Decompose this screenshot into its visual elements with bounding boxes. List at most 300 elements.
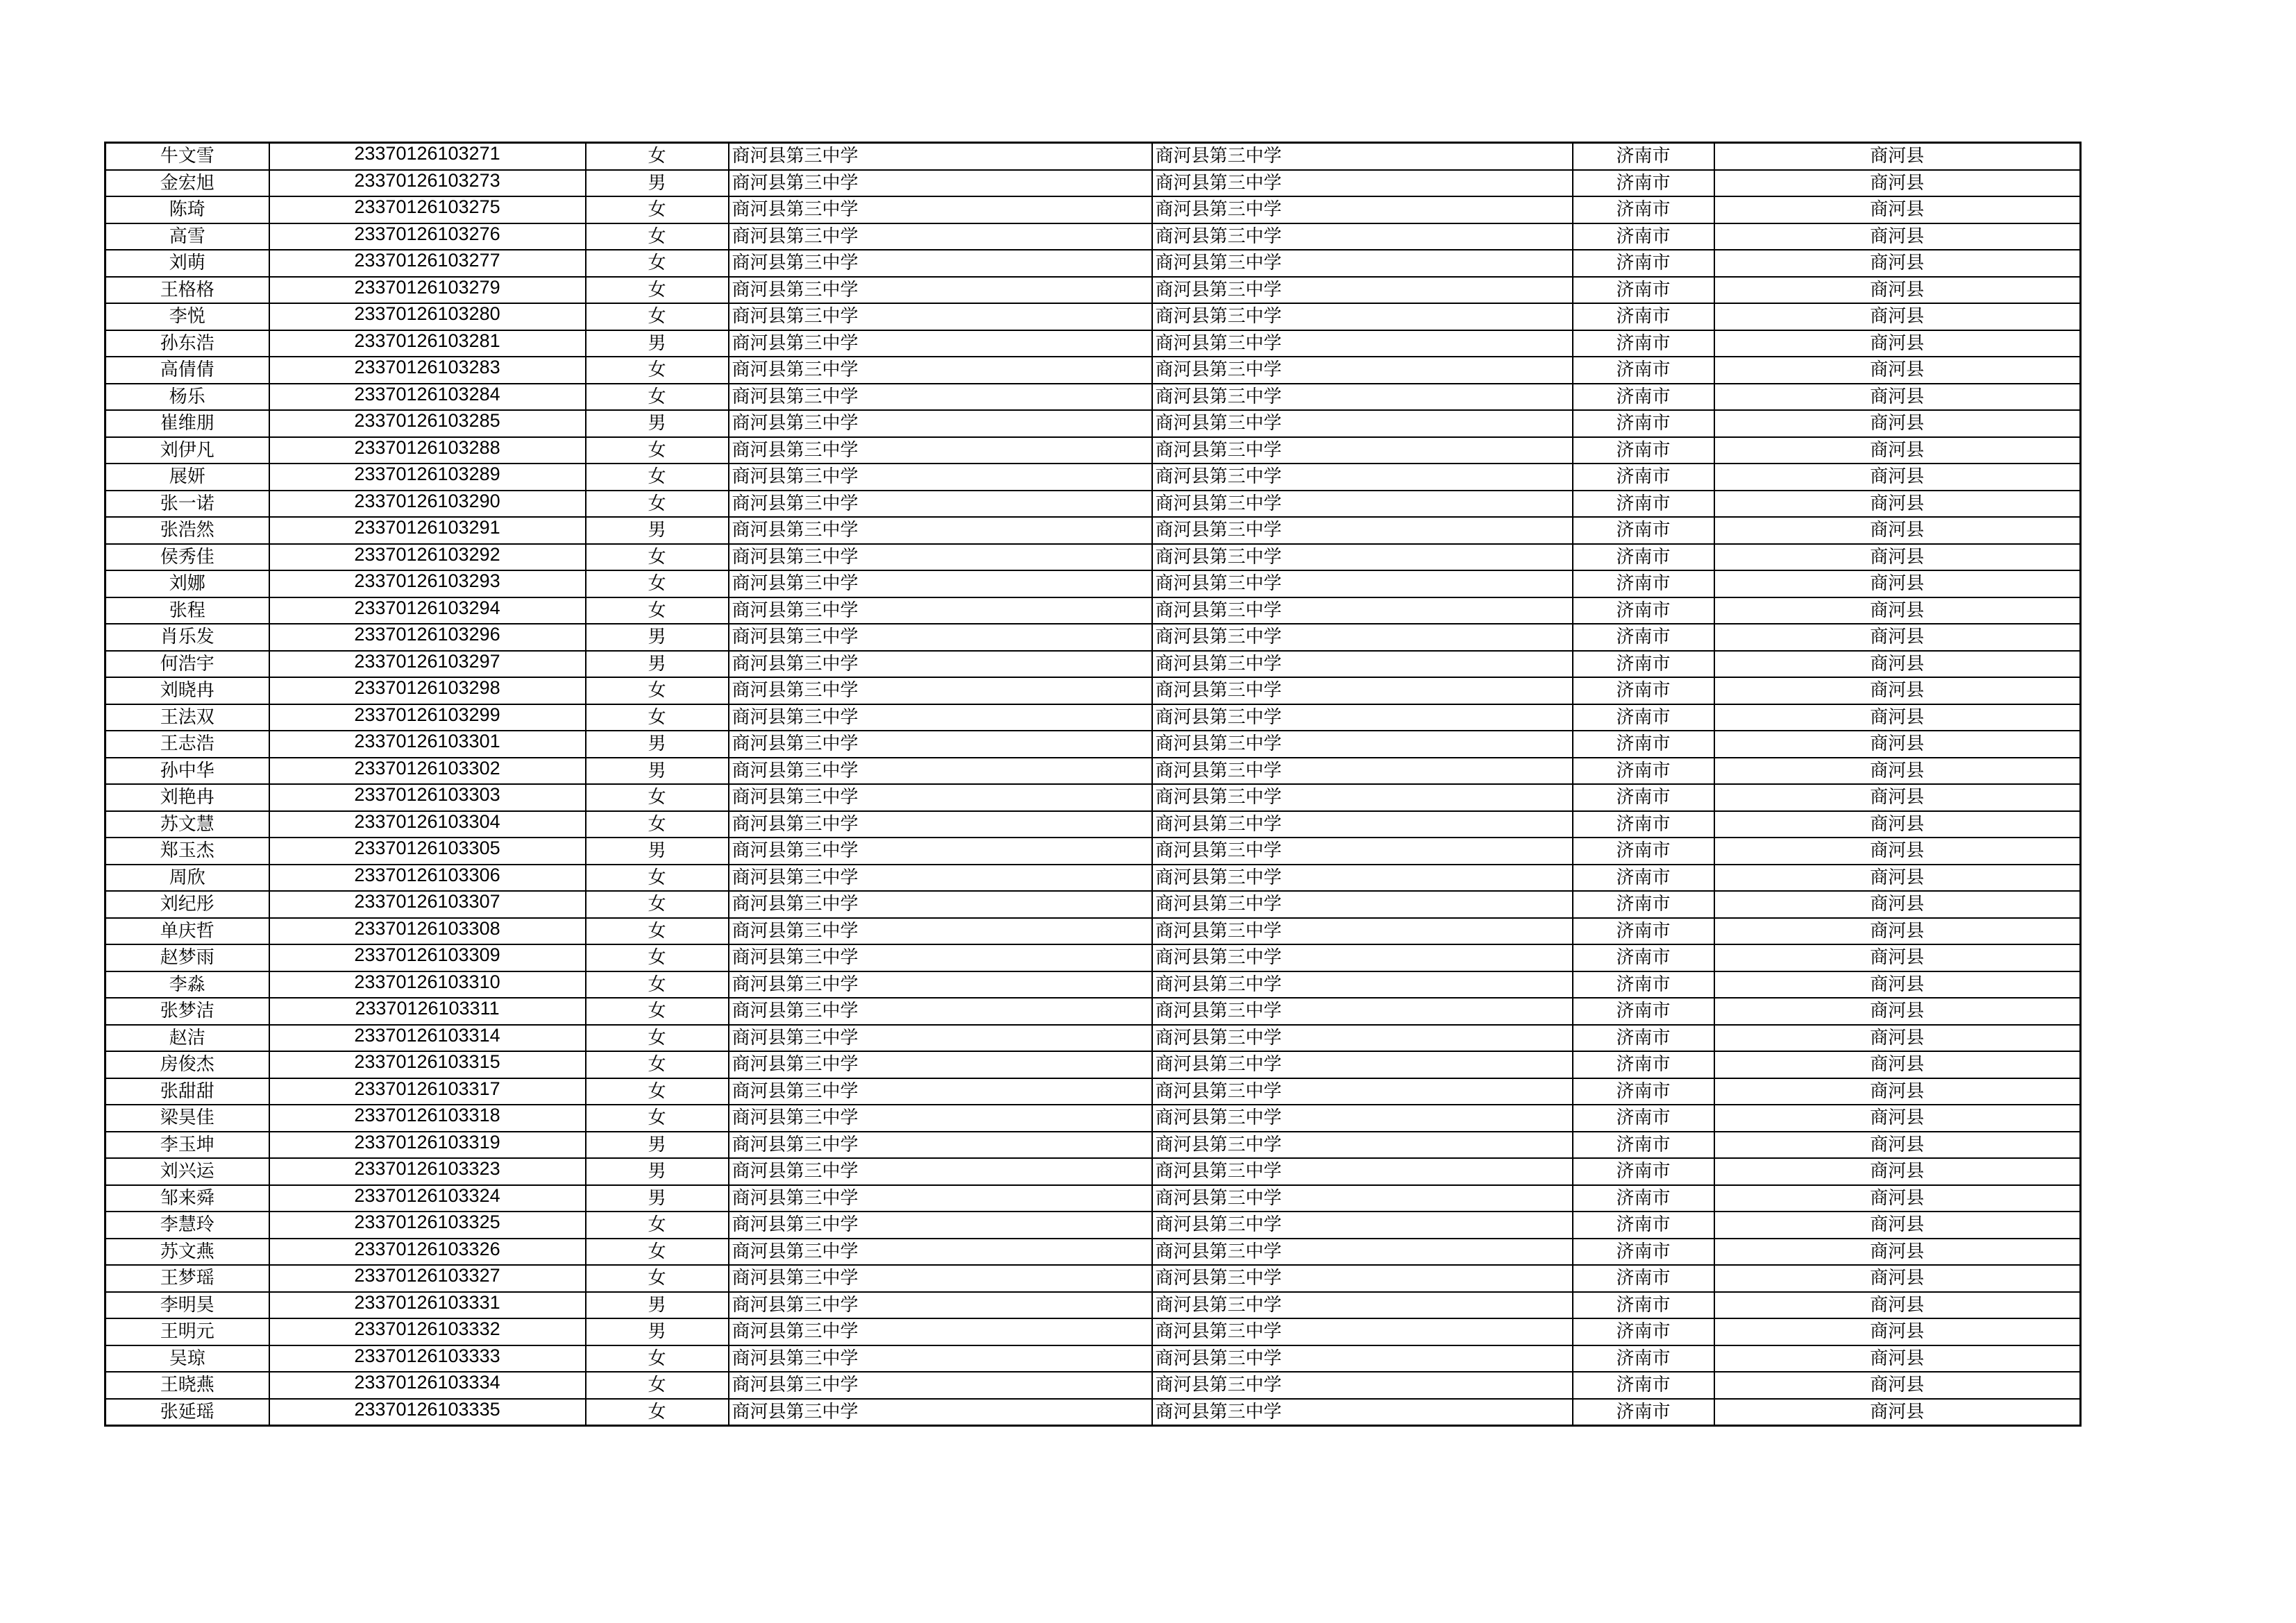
city-cell: 济南市 (1573, 544, 1714, 571)
county-cell: 商河县 (1714, 277, 2081, 304)
school-cell: 商河县第三中学 (729, 570, 1152, 597)
city-cell: 济南市 (1573, 1158, 1714, 1185)
registered-school-cell: 商河县第三中学 (1152, 1399, 1573, 1426)
school-cell: 商河县第三中学 (729, 918, 1152, 945)
school-cell: 商河县第三中学 (729, 998, 1152, 1025)
table-row (105, 143, 2081, 170)
city-cell: 济南市 (1573, 1239, 1714, 1266)
county-cell: 商河县 (1714, 971, 2081, 999)
exam-number-cell: 23370126103306 (269, 865, 586, 892)
exam-number-cell: 23370126103283 (269, 357, 586, 384)
city-cell: 济南市 (1573, 303, 1714, 330)
registered-school-cell: 商河县第三中学 (1152, 464, 1573, 491)
table-row (105, 758, 2081, 785)
school-cell: 商河县第三中学 (729, 971, 1152, 999)
registered-school-cell: 商河县第三中学 (1152, 143, 1573, 170)
table-row (105, 838, 2081, 865)
exam-number-cell: 23370126103318 (269, 1105, 586, 1132)
school-cell: 商河县第三中学 (729, 330, 1152, 357)
roster-table (104, 142, 2082, 1427)
gender-cell: 女 (586, 357, 729, 384)
registered-school-cell: 商河县第三中学 (1152, 731, 1573, 758)
table-row (105, 677, 2081, 704)
student-name-cell: 侯秀佳 (105, 544, 269, 571)
school-cell: 商河县第三中学 (729, 1318, 1152, 1345)
gender-cell: 女 (586, 944, 729, 971)
student-name-cell: 王梦瑶 (105, 1265, 269, 1292)
table-row (105, 1025, 2081, 1052)
city-cell: 济南市 (1573, 143, 1714, 170)
gender-cell: 男 (586, 624, 729, 651)
table-row (105, 784, 2081, 811)
county-cell: 商河县 (1714, 891, 2081, 918)
school-cell: 商河县第三中学 (729, 1105, 1152, 1132)
table-row (105, 1105, 2081, 1132)
registered-school-cell: 商河县第三中学 (1152, 1051, 1573, 1078)
table-row (105, 1158, 2081, 1185)
school-cell: 商河县第三中学 (729, 891, 1152, 918)
school-cell: 商河县第三中学 (729, 1078, 1152, 1105)
registered-school-cell: 商河县第三中学 (1152, 1372, 1573, 1399)
county-cell: 商河县 (1714, 1078, 2081, 1105)
gender-cell: 男 (586, 838, 729, 865)
county-cell: 商河县 (1714, 1345, 2081, 1373)
student-name-cell: 王格格 (105, 277, 269, 304)
county-cell: 商河县 (1714, 170, 2081, 197)
table-row (105, 811, 2081, 838)
county-cell: 商河县 (1714, 1265, 2081, 1292)
student-name-cell: 展妍 (105, 464, 269, 491)
table-row (105, 1318, 2081, 1345)
student-name-cell: 张一诺 (105, 491, 269, 518)
county-cell: 商河县 (1714, 196, 2081, 223)
exam-number-cell: 23370126103281 (269, 330, 586, 357)
county-cell: 商河县 (1714, 1051, 2081, 1078)
county-cell: 商河县 (1714, 223, 2081, 250)
city-cell: 济南市 (1573, 464, 1714, 491)
gender-cell: 男 (586, 1185, 729, 1212)
table-row (105, 196, 2081, 223)
registered-school-cell: 商河县第三中学 (1152, 998, 1573, 1025)
gender-cell: 女 (586, 597, 729, 624)
city-cell: 济南市 (1573, 170, 1714, 197)
table-row (105, 277, 2081, 304)
table-row (105, 384, 2081, 411)
table-row (105, 731, 2081, 758)
student-name-cell: 张延瑶 (105, 1399, 269, 1426)
school-cell: 商河县第三中学 (729, 544, 1152, 571)
school-cell: 商河县第三中学 (729, 1345, 1152, 1373)
city-cell: 济南市 (1573, 1051, 1714, 1078)
school-cell: 商河县第三中学 (729, 944, 1152, 971)
registered-school-cell: 商河县第三中学 (1152, 1132, 1573, 1159)
registered-school-cell: 商河县第三中学 (1152, 1078, 1573, 1105)
student-name-cell: 李慧玲 (105, 1212, 269, 1239)
student-name-cell: 苏文慧 (105, 811, 269, 838)
school-cell: 商河县第三中学 (729, 303, 1152, 330)
student-name-cell: 单庆哲 (105, 918, 269, 945)
exam-number-cell: 23370126103309 (269, 944, 586, 971)
school-cell: 商河县第三中学 (729, 784, 1152, 811)
registered-school-cell: 商河县第三中学 (1152, 704, 1573, 731)
exam-number-cell: 23370126103293 (269, 570, 586, 597)
registered-school-cell: 商河县第三中学 (1152, 597, 1573, 624)
student-name-cell: 高雪 (105, 223, 269, 250)
student-name-cell: 王明元 (105, 1318, 269, 1345)
gender-cell: 男 (586, 517, 729, 544)
exam-number-cell: 23370126103302 (269, 758, 586, 785)
city-cell: 济南市 (1573, 597, 1714, 624)
student-name-cell: 王法双 (105, 704, 269, 731)
table-row (105, 357, 2081, 384)
registered-school-cell: 商河县第三中学 (1152, 570, 1573, 597)
registered-school-cell: 商河县第三中学 (1152, 838, 1573, 865)
gender-cell: 女 (586, 1105, 729, 1132)
school-cell: 商河县第三中学 (729, 597, 1152, 624)
registered-school-cell: 商河县第三中学 (1152, 223, 1573, 250)
table-row (105, 597, 2081, 624)
county-cell: 商河县 (1714, 357, 2081, 384)
city-cell: 济南市 (1573, 491, 1714, 518)
school-cell: 商河县第三中学 (729, 1132, 1152, 1159)
exam-number-cell: 23370126103325 (269, 1212, 586, 1239)
county-cell: 商河县 (1714, 918, 2081, 945)
exam-number-cell: 23370126103299 (269, 704, 586, 731)
exam-number-cell: 23370126103315 (269, 1051, 586, 1078)
county-cell: 商河县 (1714, 677, 2081, 704)
county-cell: 商河县 (1714, 1239, 2081, 1266)
table-row (105, 1078, 2081, 1105)
gender-cell: 男 (586, 410, 729, 437)
exam-number-cell: 23370126103304 (269, 811, 586, 838)
city-cell: 济南市 (1573, 1105, 1714, 1132)
school-cell: 商河县第三中学 (729, 223, 1152, 250)
table-row (105, 250, 2081, 277)
gender-cell: 女 (586, 303, 729, 330)
city-cell: 济南市 (1573, 731, 1714, 758)
school-cell: 商河县第三中学 (729, 1185, 1152, 1212)
county-cell: 商河县 (1714, 784, 2081, 811)
exam-number-cell: 23370126103314 (269, 1025, 586, 1052)
city-cell: 济南市 (1573, 1185, 1714, 1212)
table-row (105, 865, 2081, 892)
gender-cell: 男 (586, 1132, 729, 1159)
registered-school-cell: 商河县第三中学 (1152, 651, 1573, 678)
table-row (105, 223, 2081, 250)
school-cell: 商河县第三中学 (729, 1399, 1152, 1426)
student-name-cell: 高倩倩 (105, 357, 269, 384)
student-name-cell: 赵梦雨 (105, 944, 269, 971)
student-name-cell: 刘伊凡 (105, 437, 269, 464)
table-row (105, 1051, 2081, 1078)
exam-number-cell: 23370126103291 (269, 517, 586, 544)
city-cell: 济南市 (1573, 1265, 1714, 1292)
county-cell: 商河县 (1714, 517, 2081, 544)
registered-school-cell: 商河县第三中学 (1152, 544, 1573, 571)
gender-cell: 女 (586, 1051, 729, 1078)
county-cell: 商河县 (1714, 437, 2081, 464)
exam-number-cell: 23370126103285 (269, 410, 586, 437)
school-cell: 商河县第三中学 (729, 277, 1152, 304)
city-cell: 济南市 (1573, 196, 1714, 223)
registered-school-cell: 商河县第三中学 (1152, 918, 1573, 945)
registered-school-cell: 商河县第三中学 (1152, 250, 1573, 277)
table-row (105, 1239, 2081, 1266)
table-row (105, 918, 2081, 945)
registered-school-cell: 商河县第三中学 (1152, 196, 1573, 223)
city-cell: 济南市 (1573, 330, 1714, 357)
school-cell: 商河县第三中学 (729, 410, 1152, 437)
student-name-cell: 郑玉杰 (105, 838, 269, 865)
county-cell: 商河县 (1714, 1185, 2081, 1212)
table-row (105, 1292, 2081, 1319)
exam-number-cell: 23370126103307 (269, 891, 586, 918)
gender-cell: 女 (586, 464, 729, 491)
gender-cell: 女 (586, 196, 729, 223)
student-name-cell: 刘晓冉 (105, 677, 269, 704)
city-cell: 济南市 (1573, 865, 1714, 892)
county-cell: 商河县 (1714, 1212, 2081, 1239)
exam-number-cell: 23370126103334 (269, 1372, 586, 1399)
gender-cell: 女 (586, 1372, 729, 1399)
student-name-cell: 崔维朋 (105, 410, 269, 437)
exam-number-cell: 23370126103331 (269, 1292, 586, 1319)
student-name-cell: 房俊杰 (105, 1051, 269, 1078)
table-row (105, 303, 2081, 330)
gender-cell: 女 (586, 1025, 729, 1052)
school-cell: 商河县第三中学 (729, 250, 1152, 277)
city-cell: 济南市 (1573, 811, 1714, 838)
table-row (105, 944, 2081, 971)
county-cell: 商河县 (1714, 544, 2081, 571)
student-name-cell: 赵洁 (105, 1025, 269, 1052)
gender-cell: 男 (586, 731, 729, 758)
exam-number-cell: 23370126103324 (269, 1185, 586, 1212)
gender-cell: 女 (586, 971, 729, 999)
county-cell: 商河县 (1714, 624, 2081, 651)
gender-cell: 女 (586, 704, 729, 731)
school-cell: 商河县第三中学 (729, 704, 1152, 731)
gender-cell: 女 (586, 277, 729, 304)
student-name-cell: 周欣 (105, 865, 269, 892)
school-cell: 商河县第三中学 (729, 624, 1152, 651)
registered-school-cell: 商河县第三中学 (1152, 1239, 1573, 1266)
county-cell: 商河县 (1714, 1372, 2081, 1399)
exam-number-cell: 23370126103319 (269, 1132, 586, 1159)
gender-cell: 男 (586, 758, 729, 785)
gender-cell: 女 (586, 865, 729, 892)
registered-school-cell: 商河县第三中学 (1152, 1292, 1573, 1319)
gender-cell: 女 (586, 677, 729, 704)
registered-school-cell: 商河县第三中学 (1152, 1185, 1573, 1212)
table-row (105, 464, 2081, 491)
student-name-cell: 孙东浩 (105, 330, 269, 357)
county-cell: 商河县 (1714, 1399, 2081, 1426)
registered-school-cell: 商河县第三中学 (1152, 357, 1573, 384)
student-name-cell: 李悦 (105, 303, 269, 330)
gender-cell: 女 (586, 384, 729, 411)
table-row (105, 544, 2081, 571)
county-cell: 商河县 (1714, 731, 2081, 758)
student-name-cell: 李淼 (105, 971, 269, 999)
registered-school-cell: 商河县第三中学 (1152, 891, 1573, 918)
table-row (105, 624, 2081, 651)
gender-cell: 女 (586, 1078, 729, 1105)
gender-cell: 男 (586, 170, 729, 197)
gender-cell: 女 (586, 1399, 729, 1426)
gender-cell: 女 (586, 918, 729, 945)
school-cell: 商河县第三中学 (729, 357, 1152, 384)
gender-cell: 女 (586, 544, 729, 571)
city-cell: 济南市 (1573, 1372, 1714, 1399)
school-cell: 商河县第三中学 (729, 1212, 1152, 1239)
school-cell: 商河县第三中学 (729, 865, 1152, 892)
registered-school-cell: 商河县第三中学 (1152, 944, 1573, 971)
school-cell: 商河县第三中学 (729, 1292, 1152, 1319)
table-row (105, 1185, 2081, 1212)
school-cell: 商河县第三中学 (729, 1025, 1152, 1052)
registered-school-cell: 商河县第三中学 (1152, 491, 1573, 518)
city-cell: 济南市 (1573, 891, 1714, 918)
county-cell: 商河县 (1714, 410, 2081, 437)
county-cell: 商河县 (1714, 1105, 2081, 1132)
school-cell: 商河县第三中学 (729, 838, 1152, 865)
registered-school-cell: 商河县第三中学 (1152, 277, 1573, 304)
table-row (105, 891, 2081, 918)
registered-school-cell: 商河县第三中学 (1152, 303, 1573, 330)
table-row (105, 1212, 2081, 1239)
city-cell: 济南市 (1573, 677, 1714, 704)
county-cell: 商河县 (1714, 143, 2081, 170)
city-cell: 济南市 (1573, 250, 1714, 277)
city-cell: 济南市 (1573, 410, 1714, 437)
exam-number-cell: 23370126103273 (269, 170, 586, 197)
gender-cell: 男 (586, 1158, 729, 1185)
county-cell: 商河县 (1714, 944, 2081, 971)
exam-number-cell: 23370126103276 (269, 223, 586, 250)
table-row (105, 651, 2081, 678)
registered-school-cell: 商河县第三中学 (1152, 1105, 1573, 1132)
city-cell: 济南市 (1573, 570, 1714, 597)
table-row (105, 971, 2081, 999)
city-cell: 济南市 (1573, 784, 1714, 811)
gender-cell: 女 (586, 784, 729, 811)
table-row (105, 704, 2081, 731)
gender-cell: 女 (586, 1239, 729, 1266)
school-cell: 商河县第三中学 (729, 384, 1152, 411)
student-name-cell: 刘艳冉 (105, 784, 269, 811)
student-name-cell: 张程 (105, 597, 269, 624)
gender-cell: 女 (586, 250, 729, 277)
registered-school-cell: 商河县第三中学 (1152, 1025, 1573, 1052)
registered-school-cell: 商河县第三中学 (1152, 170, 1573, 197)
city-cell: 济南市 (1573, 517, 1714, 544)
county-cell: 商河县 (1714, 330, 2081, 357)
registered-school-cell: 商河县第三中学 (1152, 437, 1573, 464)
gender-cell: 女 (586, 570, 729, 597)
registered-school-cell: 商河县第三中学 (1152, 624, 1573, 651)
exam-number-cell: 23370126103311 (269, 998, 586, 1025)
gender-cell: 女 (586, 811, 729, 838)
exam-number-cell: 23370126103308 (269, 918, 586, 945)
exam-number-cell: 23370126103297 (269, 651, 586, 678)
city-cell: 济南市 (1573, 758, 1714, 785)
exam-number-cell: 23370126103294 (269, 597, 586, 624)
county-cell: 商河县 (1714, 865, 2081, 892)
gender-cell: 男 (586, 330, 729, 357)
exam-number-cell: 23370126103284 (269, 384, 586, 411)
city-cell: 济南市 (1573, 1292, 1714, 1319)
school-cell: 商河县第三中学 (729, 1239, 1152, 1266)
table-row (105, 517, 2081, 544)
exam-number-cell: 23370126103303 (269, 784, 586, 811)
registered-school-cell: 商河县第三中学 (1152, 1158, 1573, 1185)
county-cell: 商河县 (1714, 811, 2081, 838)
county-cell: 商河县 (1714, 651, 2081, 678)
exam-number-cell: 23370126103317 (269, 1078, 586, 1105)
registered-school-cell: 商河县第三中学 (1152, 1318, 1573, 1345)
gender-cell: 男 (586, 1292, 729, 1319)
registered-school-cell: 商河县第三中学 (1152, 1265, 1573, 1292)
exam-number-cell: 23370126103292 (269, 544, 586, 571)
table-row (105, 1132, 2081, 1159)
registered-school-cell: 商河县第三中学 (1152, 517, 1573, 544)
city-cell: 济南市 (1573, 918, 1714, 945)
county-cell: 商河县 (1714, 1318, 2081, 1345)
county-cell: 商河县 (1714, 758, 2081, 785)
table-row (105, 170, 2081, 197)
county-cell: 商河县 (1714, 838, 2081, 865)
registered-school-cell: 商河县第三中学 (1152, 758, 1573, 785)
table-row (105, 998, 2081, 1025)
city-cell: 济南市 (1573, 357, 1714, 384)
table-row (105, 491, 2081, 518)
gender-cell: 女 (586, 1212, 729, 1239)
exam-number-cell: 23370126103305 (269, 838, 586, 865)
table-row (105, 570, 2081, 597)
table-row (105, 1265, 2081, 1292)
exam-number-cell: 23370126103327 (269, 1265, 586, 1292)
school-cell: 商河县第三中学 (729, 491, 1152, 518)
school-cell: 商河县第三中学 (729, 196, 1152, 223)
registered-school-cell: 商河县第三中学 (1152, 971, 1573, 999)
table-row (105, 410, 2081, 437)
school-cell: 商河县第三中学 (729, 170, 1152, 197)
exam-number-cell: 23370126103298 (269, 677, 586, 704)
registered-school-cell: 商河县第三中学 (1152, 811, 1573, 838)
city-cell: 济南市 (1573, 1078, 1714, 1105)
student-name-cell: 梁昊佳 (105, 1105, 269, 1132)
county-cell: 商河县 (1714, 1292, 2081, 1319)
student-name-cell: 孙中华 (105, 758, 269, 785)
school-cell: 商河县第三中学 (729, 811, 1152, 838)
student-name-cell: 苏文燕 (105, 1239, 269, 1266)
exam-number-cell: 23370126103275 (269, 196, 586, 223)
city-cell: 济南市 (1573, 838, 1714, 865)
city-cell: 济南市 (1573, 1345, 1714, 1373)
county-cell: 商河县 (1714, 704, 2081, 731)
exam-number-cell: 23370126103288 (269, 437, 586, 464)
city-cell: 济南市 (1573, 437, 1714, 464)
gender-cell: 女 (586, 1265, 729, 1292)
county-cell: 商河县 (1714, 464, 2081, 491)
table-row (105, 330, 2081, 357)
gender-cell: 女 (586, 491, 729, 518)
gender-cell: 女 (586, 143, 729, 170)
city-cell: 济南市 (1573, 1399, 1714, 1426)
county-cell: 商河县 (1714, 1025, 2081, 1052)
roster-table-body (105, 143, 2081, 1426)
